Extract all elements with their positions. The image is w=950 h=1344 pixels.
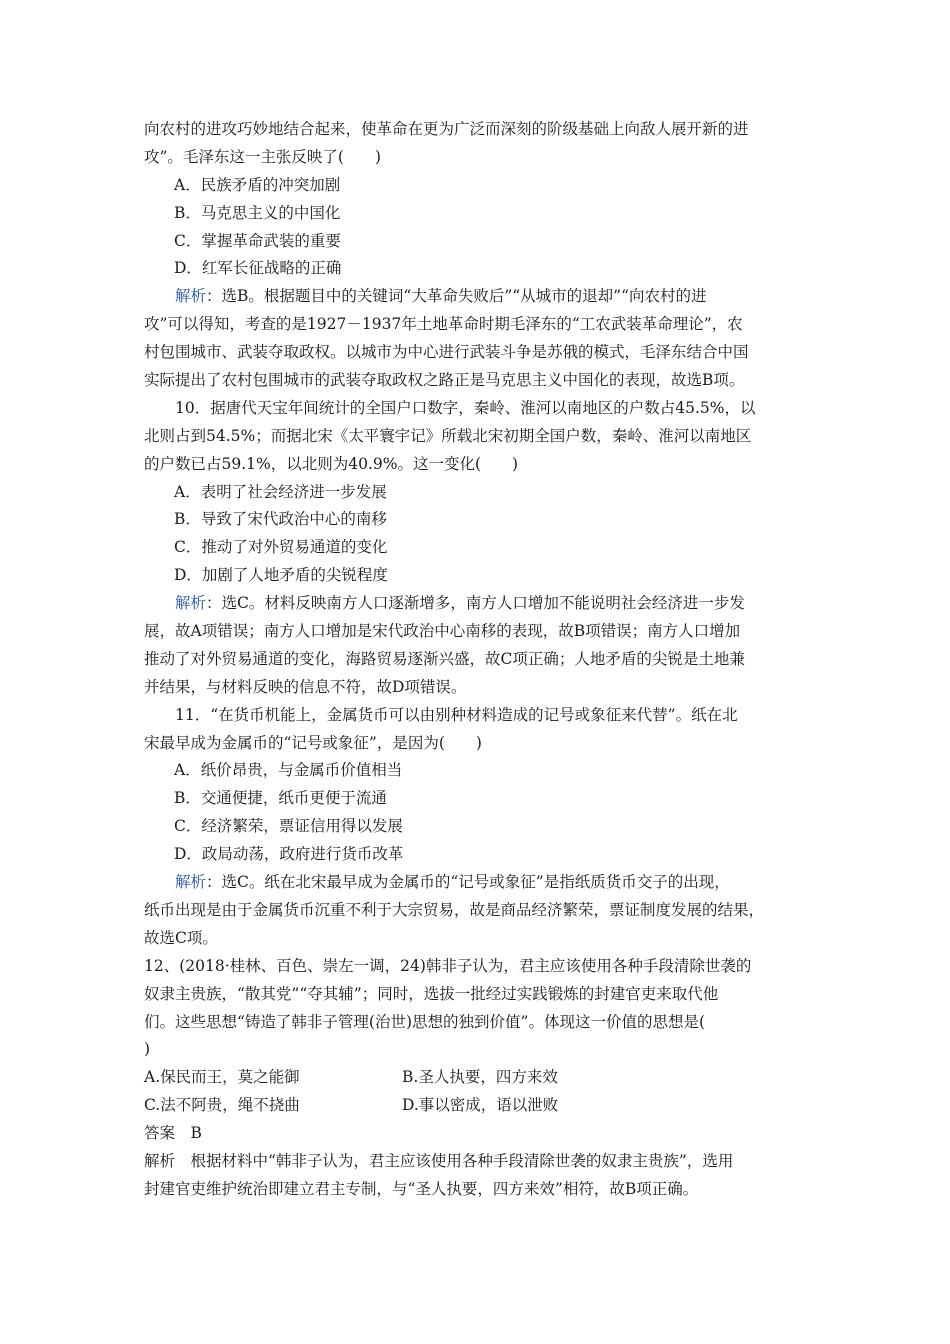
q12-stem: 奴隶主贵族，“散其党”“夺其辅”；同时，选拔一批经过实践锻炼的封建官吏来取代他 [144,984,719,1003]
q9-analysis-line: 村包围城市、武装夺取政权。以城市为中心进行武装斗争是苏俄的模式，毛泽东结合中国 [144,343,749,362]
q10-option-a: A．表明了社会经济进一步发展 [174,482,387,501]
q11-analysis [144,869,808,897]
intro-line: 向农村的进攻巧妙地结合起来，使革命在更为广泛而深刻的阶级基础上向敌人展开新的进 [144,120,749,138]
q12-option-c: C.法不阿贵，绳不挠曲 [144,1096,300,1115]
q12-answer: 答案 B [144,1124,202,1143]
document-page [144,116,808,1204]
q12-analysis-line: 封建官吏维护统治即建立君主专制，与“圣人执要，四方来效”相符，故B项正确。 [144,1179,699,1198]
q12-stem: 们。这些思想“铸造了韩非子管理(治世)思想的独到价值”。体现这一价值的思想是( [144,1012,705,1031]
analysis-text: ：选C。纸在北宋最早成为金属币的“记号或象征”是指纸质货币交子的出现， [206,873,730,892]
q12-stem: 12、(2018·桂林、百色、崇左一调，24)韩非子认为，君主应该使用各种手段清除世袭的 [144,956,752,975]
q11-option-b: B．交通便捷，纸币更便于流通 [174,789,387,808]
q11-stem: 宋最早成为金属币的“记号或象征”，是因为( ) [144,733,482,752]
q9-option-d: D．红军长征战略的正确 [174,259,342,278]
q10-option-d: D．加剧了人地矛盾的尖锐程度 [174,566,388,585]
analysis-text: ：选B。根据题目中的关键词“大革命失败后”“从城市的退却”“向农村的进 [206,287,707,306]
analysis-text: ：选C。材料反映南方人口逐渐增多，南方人口增加不能说明社会经济进一步发 [206,594,745,613]
q10-analysis-line: 并结果，与材料反映的信息不符，故D项错误。 [144,677,467,696]
q12-option-b: B.圣人执要，四方来效 [402,1068,558,1087]
q10-analysis [144,590,808,618]
analysis-label: 解析 [175,873,207,892]
q10-option-b: B．导致了宋代政治中心的南移 [174,510,387,529]
analysis-label: 解析 [175,287,207,306]
q12-options-row [144,1092,808,1120]
q11-option-c: C．经济繁荣，票证信用得以发展 [174,817,403,836]
q12-option-d: D.事以密成，语以泄败 [402,1096,559,1115]
q12-stem: ) [144,1040,151,1059]
q9-analysis [144,283,808,311]
q11-stem: 11．“在货币机能上，金属货币可以由别种材料造成的记号或象征来代替”。纸在北 [175,705,738,724]
q9-option-c: C．掌握革命武装的重要 [174,231,341,250]
q10-stem: 的户数已占59.1%，以北则为40.9%。这一变化( ) [144,454,519,473]
q10-analysis-line: 展，故A项错误；南方人口增加是宋代政治中心南移的表现，故B项错误；南方人口增加 [144,622,741,641]
q9-analysis-line: 攻”可以得知，考查的是1927－1937年土地革命时期毛泽东的“工农武装革命理论”，农 [144,315,743,334]
q11-option-d: D．政局动荡，政府进行货币改革 [174,845,404,864]
q11-option-a: A．纸价昂贵，与金属币价值相当 [174,761,403,780]
q10-option-c: C．推动了对外贸易通道的变化 [174,538,388,557]
q10-stem: 北则占到54.5%；而据北宋《太平寰宇记》所载北宋初期全国户数，秦岭、淮河以南地区 [144,426,752,445]
q11-analysis-line: 故选C项。 [144,928,218,947]
q9-analysis-line: 实际提出了农村包围城市的武装夺取政权之路正是马克思主义中国化的表现，故选B项。 [144,371,745,390]
q12-option-a: A.保民而王，莫之能御 [144,1068,300,1087]
analysis-label: 解析 [175,594,207,613]
q10-analysis-line: 推动了对外贸易通道的变化，海路贸易逐渐兴盛，故C项正确；人地矛盾的尖锐是土地兼 [144,649,745,668]
q9-option-b: B．马克思主义的中国化 [174,203,341,222]
q10-stem: 10．据唐代天宝年间统计的全国户口数字，秦岭、淮河以南地区的户数占45.5%，以 [175,398,756,417]
q12-analysis-line: 解析 根据材料中“韩非子认为，君主应该使用各种手段清除世袭的奴隶主贵族”，选用 [144,1151,734,1170]
intro-line: 攻”。毛泽东这一主张反映了( ) [144,147,382,166]
q9-option-a: A．民族矛盾的冲突加剧 [174,175,341,194]
q12-options-row [144,1064,808,1092]
q11-analysis-line: 纸币出现是由于金属货币沉重不利于大宗贸易，故是商品经济繁荣，票证制度发展的结果， [144,900,765,919]
